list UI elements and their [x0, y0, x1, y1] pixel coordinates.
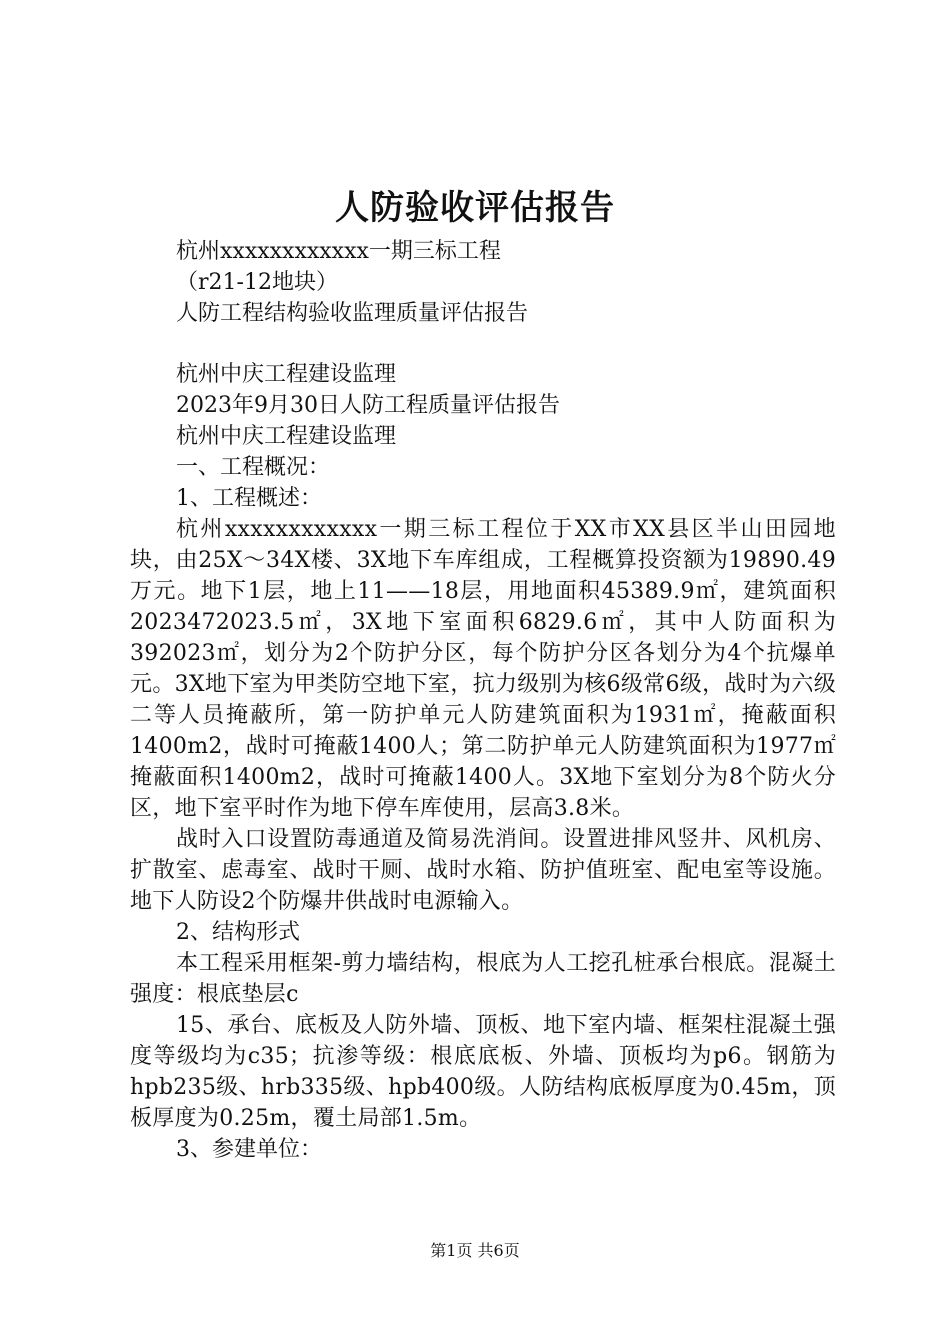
page-number-footer: 第1页 共6页	[430, 1241, 520, 1260]
section-heading-overview: 一、工程概况：	[176, 455, 331, 480]
subsection-heading-participants: 3、参建单位：	[176, 1137, 322, 1162]
wartime-facilities-paragraph: 战时入口设置防毒通道及简易洗消间。设置进排风竖井、风机房、扩散室、虑毒室、战时干厕、战时水箱、防护值班室、配电室等设施。地下人防设2个防爆井供战时电源输入。	[130, 827, 836, 914]
supervisor-line: 杭州中庆工程建设监理	[176, 362, 397, 387]
date-report-line: 2023年9月30日人防工程质量评估报告	[176, 393, 560, 418]
overview-paragraph: 杭州xxxxxxxxxxxx一期三标工程位于XX市XX县区半山田园地块，由25X～34X楼、3X地下车库组成，工程概算投资额为19890.49万元。地下1层，地上11——18层，用地面积45389.9㎡，建筑面积2023472023.5㎡，3X地下室面积6829.6㎡，其中人防面积为392023㎡，划分为2个防护分区，每个防护分区各划分为4个抗爆单元。3X地下室为甲类防空地下室，抗力级别为核6级常6级，战时为六级二等人员掩蔽所，第一防护单元人防建筑面积为1931㎡，掩蔽面积1400m2，战时可掩蔽1400人；第二防护单元人防建筑面积为1977㎡掩蔽面积1400m2，战时可掩蔽1400人。3X地下室划分为8个防火分区，地下室平时作为地下停车库使用，层高3.8米。	[130, 517, 836, 821]
plot-number-line: （r21-12地块）	[176, 270, 338, 295]
blank-line	[130, 329, 836, 359]
subsection-heading-summary: 1、工程概述：	[176, 486, 322, 511]
project-name-line: 杭州xxxxxxxxxxxx一期三标工程	[176, 239, 501, 264]
report-subtitle-line: 人防工程结构验收监理质量评估报告	[176, 301, 529, 326]
subsection-heading-structure: 2、结构形式	[176, 920, 300, 945]
document-body	[130, 236, 836, 1165]
supervisor-line-2: 杭州中庆工程建设监理	[176, 424, 397, 449]
structure-paragraph: 本工程采用框架-剪力墙结构，根底为人工挖孔桩承台根底。混凝土强度：根底垫层c	[130, 951, 836, 1007]
concrete-strength-paragraph: 15、承台、底板及人防外墙、顶板、地下室内墙、框架柱混凝土强度等级均为c35；抗渗等级：根底底板、外墙、顶板均为p6。钢筋为hpb235级、hrb335级、hpb400级。人防结构底板厚度为0.45m，顶板厚度为0.25m，覆土局部1.5m。	[130, 1013, 836, 1131]
document-title: 人防验收评估报告	[335, 188, 615, 228]
